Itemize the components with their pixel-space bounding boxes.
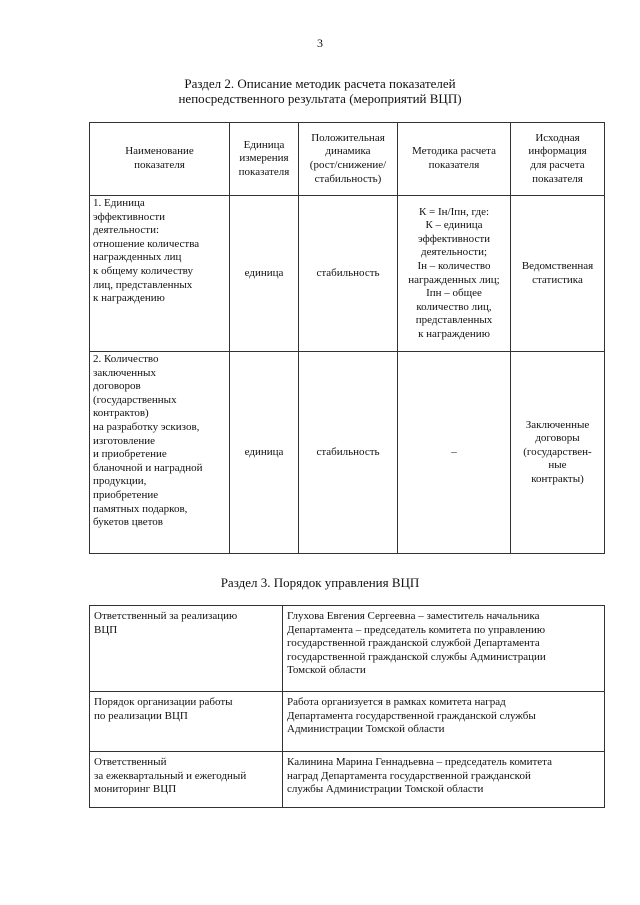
dynamics-cell: стабильность [299, 352, 398, 554]
text-line: за ежеквартальный и ежегодный [94, 769, 247, 782]
label-cell [90, 692, 283, 752]
text-line: отношение количества [93, 237, 200, 250]
text-line: на разработку эскизов, [93, 420, 200, 433]
text-line: 1. Единица [93, 197, 145, 209]
method-cell [398, 196, 511, 352]
header-line: для расчета [530, 159, 585, 171]
header-line: информация [528, 145, 587, 158]
unit-cell: единица [230, 196, 299, 352]
text-line: (государственных [93, 393, 177, 406]
header-line: показателя [134, 159, 185, 171]
text-line: количество лиц, [416, 300, 492, 313]
header-line: стабильность) [314, 172, 382, 185]
text-line: (государствен- [523, 445, 592, 458]
label-cell [90, 606, 283, 692]
text-line: статистика [532, 273, 583, 286]
text-line: Ведомственная [521, 259, 594, 272]
text-line: букетов цветов [93, 516, 163, 529]
text-line: мониторинг ВЦП [94, 783, 177, 796]
text-line: награжденных лиц; [408, 273, 500, 286]
text-line: Работа организуется в рамках комитета наград [287, 696, 506, 708]
header-line: Единица [243, 138, 285, 151]
value-cell [283, 752, 605, 808]
text-line: государственной гражданской службой Департамента [287, 637, 540, 650]
header-line: Положительная [311, 131, 385, 144]
header-line: динамика [325, 145, 371, 158]
text-line: ВЦП [94, 623, 118, 636]
text-line: договоры [535, 432, 580, 445]
text-line: контракты) [531, 472, 584, 485]
text-line: заключенных [93, 366, 156, 379]
section2-title [0, 76, 640, 106]
text-line: Iн – количество [417, 259, 491, 272]
text-line: приобретение [93, 488, 159, 501]
table-row [90, 196, 605, 352]
value-cell [283, 692, 605, 752]
text-line: к общему количеству [93, 264, 193, 277]
methods-table [89, 122, 605, 554]
text-line: государственной гражданской службы Администрации [287, 650, 546, 663]
header-indicator-name [90, 123, 230, 196]
text-line: 2. Количество [93, 353, 159, 365]
text-line: продукции, [93, 475, 147, 488]
text-line: Департамента – председатель комитета по управлению [287, 623, 546, 636]
text-line: Порядок организации работы [94, 696, 233, 708]
text-line: Департамента государственной гражданской службы [287, 709, 536, 722]
page-number: 3 [317, 36, 323, 50]
text-line: Ответственный [94, 756, 167, 768]
text-line: и приобретение [93, 448, 167, 461]
header-line: измерения [239, 152, 289, 165]
header-unit [230, 123, 299, 196]
table-row [90, 352, 605, 554]
text-line: Ответственный за реализацию [94, 610, 238, 622]
text-line: эффективности [417, 232, 491, 245]
header-line: Методика расчета [412, 145, 496, 158]
formula-line: К = Iн/Iпн, где: [418, 205, 490, 218]
text-line: Администрации Томской области [287, 723, 445, 736]
source-cell [511, 352, 605, 554]
header-line: Наименование [125, 145, 194, 158]
section3-title [0, 575, 640, 590]
header-line: показателя [238, 165, 290, 178]
text-line: К – единица [425, 219, 483, 232]
indicator-name-cell [90, 352, 230, 554]
text-line: договоров [93, 380, 141, 393]
text-line: лиц, представленных [93, 278, 193, 291]
header-dynamics [299, 123, 398, 196]
text-line: бланочной и наградной [93, 461, 203, 474]
dynamics-cell: стабильность [299, 196, 398, 352]
label-cell [90, 752, 283, 808]
methods-table-header-row [90, 123, 605, 196]
unit-cell: единица [230, 352, 299, 554]
text-line: Iпн – общее [426, 287, 482, 300]
text-line: к награждению [418, 327, 490, 340]
text-line: Томской области [287, 664, 366, 677]
text-line: изготовление [93, 434, 156, 447]
text-line: Заключенные [525, 418, 590, 431]
header-line: Исходная [535, 131, 580, 144]
section3-title-line: Раздел 3. Порядок управления ВЦП [220, 575, 420, 590]
text-line: контрактов) [93, 407, 149, 420]
source-cell [511, 196, 605, 352]
text-line: Глухова Евгения Сергеевна – заместитель начальника [287, 610, 540, 622]
text-line: награжденных лиц [93, 251, 182, 264]
table-row [90, 606, 605, 692]
management-table [89, 605, 605, 808]
method-cell [398, 352, 511, 554]
text-line: памятных подарков, [93, 502, 188, 515]
text-line: ные [548, 459, 567, 472]
header-method [398, 123, 511, 196]
header-source [511, 123, 605, 196]
header-line: показателя [428, 159, 480, 171]
text-line: службы Администрации Томской области [287, 783, 484, 796]
header-line: (рост/снижение/ [309, 159, 387, 171]
indicator-name-cell [90, 196, 230, 352]
text-line: эффективности [93, 210, 166, 223]
section2-title-line: Раздел 2. Описание методик расчета показателей [184, 76, 456, 91]
text-line: наград Департамента государственной гражданской [287, 769, 531, 782]
text-line: Калинина Марина Геннадьевна – председатель комитета [287, 756, 552, 768]
value-cell [283, 606, 605, 692]
table-row [90, 692, 605, 752]
text-line: к награждению [93, 292, 165, 305]
header-line: показателя [532, 172, 583, 185]
text-line: деятельности: [93, 224, 160, 237]
section2-title-line: непосредственного результата (мероприятий ВЦП) [178, 91, 462, 106]
table-row [90, 752, 605, 808]
text-line: представленных [415, 314, 493, 327]
text-line: по реализации ВЦП [94, 709, 188, 722]
dash-line: – [451, 445, 457, 458]
text-line: деятельности; [420, 246, 488, 259]
